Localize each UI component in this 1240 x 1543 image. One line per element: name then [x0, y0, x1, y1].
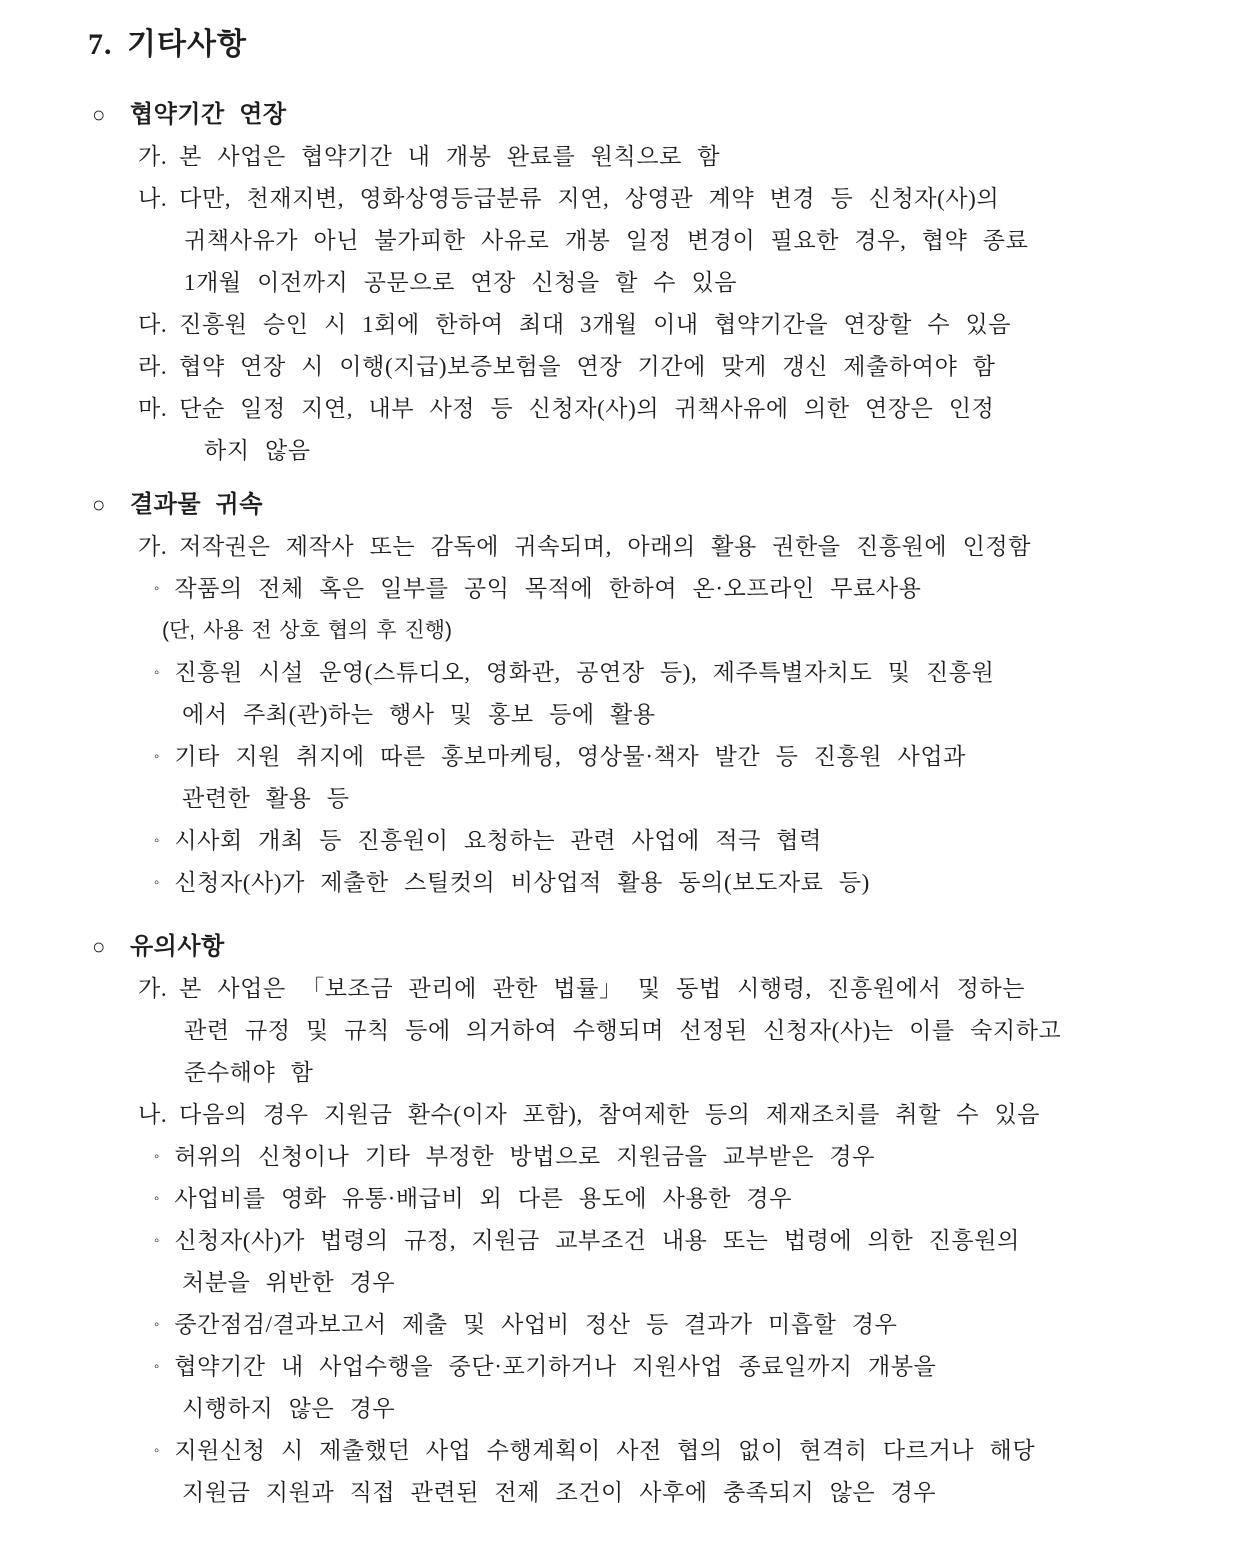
- list-item: [92, 388, 1196, 430]
- item-label: 나.: [138, 1102, 168, 1127]
- bullet-text: 관련한 활용 등: [182, 786, 350, 811]
- bullet-item: [92, 820, 1196, 862]
- bullet-text: 중간점검/결과보고서 제출 및 사업비 정산 등 결과가 미흡할 경우: [174, 1312, 898, 1337]
- continuation-line: [92, 1052, 1196, 1094]
- bullet-item: [92, 1178, 1196, 1220]
- section-heading: [92, 926, 1196, 968]
- list-item: [92, 968, 1196, 1010]
- note-text: (단, 사용 전 상호 협의 후 진행): [162, 619, 452, 642]
- list-item: [92, 178, 1196, 220]
- bullet-icon: ◦: [154, 749, 160, 765]
- bullet-item: [92, 568, 1196, 610]
- section-heading-label: 결과물 귀속: [130, 492, 263, 518]
- item-text: 저작권은 제작사 또는 감독에 귀속되며, 아래의 활용 권한을 진흥원에 인정함: [179, 534, 1032, 559]
- item-text: 단순 일정 지연, 내부 사정 등 신청자(사)의 귀책사유에 의한 연장은 인정: [179, 396, 995, 421]
- item-text: 귀책사유가 아닌 불가피한 사유로 개봉 일정 변경이 필요한 경우, 협약 종료: [184, 228, 1029, 253]
- circle-marker-icon: ○: [92, 934, 106, 959]
- item-label: 라.: [138, 354, 168, 379]
- section-heading: [92, 484, 1196, 526]
- bullet-text: 신청자(사)가 법령의 규정, 지원금 교부조건 내용 또는 법령에 의한 진흥원의: [174, 1228, 1020, 1253]
- bullet-text: 지원금 지원과 직접 관련된 전제 조건이 사후에 충족되지 않은 경우: [182, 1480, 937, 1505]
- bullet-icon: ◦: [154, 1191, 160, 1207]
- bullet-text: 협약기간 내 사업수행을 중단·포기하거나 지원사업 종료일까지 개봉을: [174, 1354, 937, 1379]
- bullet-icon: ◦: [154, 1359, 160, 1375]
- bullet-text: 에서 주최(관)하는 행사 및 홍보 등에 활용: [182, 702, 656, 727]
- bullet-text: 지원신청 시 제출했던 사업 수행계획이 사전 협의 없이 현격히 다르거나 해당: [174, 1438, 1036, 1463]
- continuation-line: [92, 220, 1196, 262]
- bullet-item: [92, 862, 1196, 904]
- note-line: [92, 610, 1196, 652]
- item-text: 다음의 경우 지원금 환수(이자 포함), 참여제한 등의 제재조치를 취할 수 있음: [179, 1102, 1041, 1127]
- item-text: 협약 연장 시 이행(지급)보증보험을 연장 기간에 맞게 갱신 제출하여야 함: [179, 354, 996, 379]
- item-text: 본 사업은 「보조금 관리에 관한 법률」 및 동법 시행령, 진흥원에서 정하는: [179, 976, 1026, 1001]
- item-text: 관련 규정 및 규칙 등에 의거하여 수행되며 선정된 신청자(사)는 이를 숙지하고: [184, 1018, 1062, 1043]
- item-text: 1개월 이전까지 공문으로 연장 신청을 할 수 있음: [184, 270, 738, 295]
- continuation-line: [92, 1388, 1196, 1430]
- item-label: 가.: [138, 976, 168, 1001]
- bullet-text: 기타 지원 취지에 따른 홍보마케팅, 영상물·책자 발간 등 진흥원 사업과: [174, 744, 966, 769]
- bullet-text: 허위의 신청이나 기타 부정한 방법으로 지원금을 교부받은 경우: [174, 1144, 876, 1169]
- item-label: 마.: [138, 396, 168, 421]
- continuation-line: [92, 1010, 1196, 1052]
- bullet-text: 시사회 개최 등 진흥원이 요청하는 관련 사업에 적극 협력: [174, 828, 822, 853]
- item-text: 준수해야 함: [184, 1060, 314, 1085]
- bullet-text: 작품의 전체 혹은 일부를 공익 목적에 한하여 온·오프라인 무료사용: [174, 576, 922, 601]
- item-label: 가.: [138, 534, 168, 559]
- section-heading-label: 유의사항: [130, 934, 225, 960]
- section-heading-label: 협약기간 연장: [130, 102, 287, 128]
- bullet-icon: ◦: [154, 665, 160, 681]
- circle-marker-icon: ○: [92, 102, 106, 127]
- list-item: [92, 526, 1196, 568]
- list-item: [92, 304, 1196, 346]
- bullet-item: [92, 1136, 1196, 1178]
- bullet-text: 진흥원 시설 운영(스튜디오, 영화관, 공연장 등), 제주특별자치도 및 진흥원: [174, 660, 995, 685]
- bullet-text: 사업비를 영화 유통·배급비 외 다른 용도에 사용한 경우: [174, 1186, 793, 1211]
- continuation-line: [92, 262, 1196, 304]
- bullet-icon: ◦: [154, 1233, 160, 1249]
- item-label: 가.: [138, 144, 168, 169]
- page-title: 7. 기타사항: [88, 28, 247, 61]
- section-heading: [92, 94, 1196, 136]
- bullet-icon: ◦: [154, 875, 160, 891]
- bullet-item: [92, 652, 1196, 694]
- item-text: 다만, 천재지변, 영화상영등급분류 지연, 상영관 계약 변경 등 신청자(사)의: [179, 186, 1000, 211]
- bullet-item: [92, 1220, 1196, 1262]
- continuation-line: [92, 430, 1196, 472]
- bullet-text: 신청자(사)가 제출한 스틸컷의 비상업적 활용 동의(보도자료 등): [174, 870, 870, 895]
- circle-marker-icon: ○: [92, 492, 106, 517]
- item-label: 다.: [138, 312, 168, 337]
- list-item: [92, 1094, 1196, 1136]
- item-text: 본 사업은 협약기간 내 개봉 완료를 원칙으로 함: [179, 144, 721, 169]
- continuation-line: [92, 1262, 1196, 1304]
- bullet-item: [92, 1430, 1196, 1472]
- bullet-icon: ◦: [154, 1443, 160, 1459]
- section-cautions: [92, 926, 1196, 1514]
- bullet-text: 시행하지 않은 경우: [182, 1396, 396, 1421]
- item-text: 진흥원 승인 시 1회에 한하여 최대 3개월 이내 협약기간을 연장할 수 있음: [179, 312, 1012, 337]
- continuation-line: [92, 1472, 1196, 1514]
- section-deliverable-ownership: [92, 484, 1196, 904]
- continuation-line: [92, 694, 1196, 736]
- bullet-text: 처분을 위반한 경우: [182, 1270, 396, 1295]
- bullet-icon: ◦: [154, 833, 160, 849]
- bullet-icon: ◦: [154, 581, 160, 597]
- bullet-item: [92, 736, 1196, 778]
- bullet-item: [92, 1304, 1196, 1346]
- list-item: [92, 346, 1196, 388]
- item-label: 나.: [138, 186, 168, 211]
- bullet-icon: ◦: [154, 1317, 160, 1333]
- continuation-line: [92, 778, 1196, 820]
- bullet-icon: ◦: [154, 1149, 160, 1165]
- section-agreement-extension: [92, 94, 1196, 472]
- list-item: [92, 136, 1196, 178]
- item-text: 하지 않음: [204, 438, 311, 463]
- bullet-item: [92, 1346, 1196, 1388]
